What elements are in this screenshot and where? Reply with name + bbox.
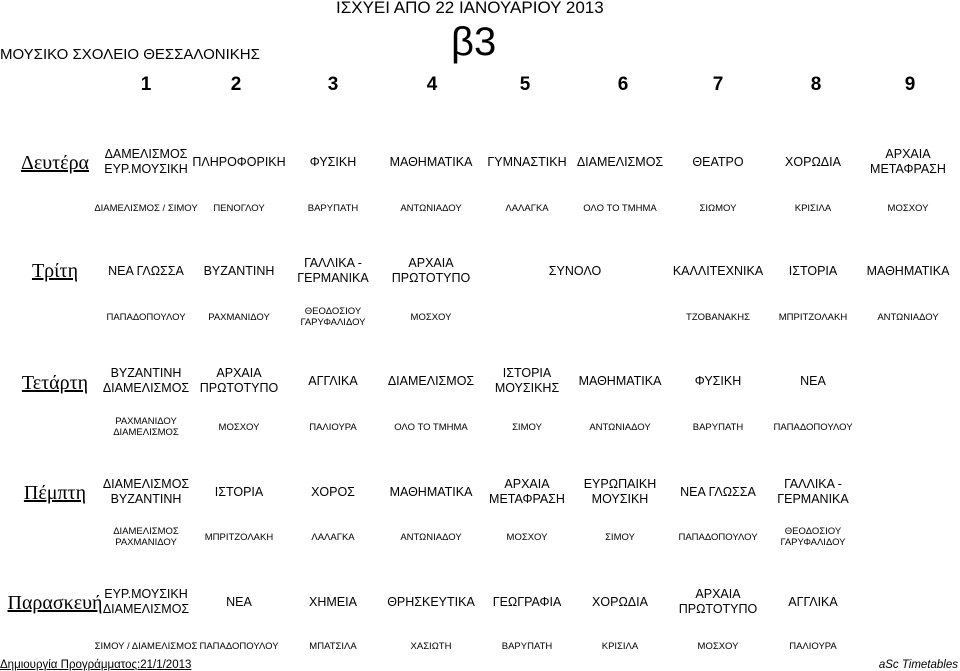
lesson-cell: ΧΟΡΩΔΙΑ xyxy=(785,154,841,169)
lesson-cell: ΣΥΝΟΛΟ xyxy=(548,263,602,278)
lesson-cell: ΧΟΡΟΣ xyxy=(311,484,355,499)
teacher-cell: ΣΙΜΟΥ xyxy=(512,421,542,433)
teacher-cell: ΔΙΑΜΕΛΙΣΜΟΣ / ΣΙΜΟΥ xyxy=(94,202,198,214)
period-header: 3 xyxy=(327,74,339,95)
teacher-cell: ΠΑΠΑΔΟΠΟΥΛΟΥ xyxy=(106,311,186,323)
lesson-cell: ΑΡΧΑΙΑ ΠΡΩΤΟΤΥΠΟ xyxy=(678,587,758,616)
teacher-cell xyxy=(852,415,960,439)
teacher-cell: ΒΑΡΥΠΑΤΗ xyxy=(692,421,744,433)
teacher-cell: ΜΠΡΙΤΖΟΛΑΚΗ xyxy=(778,311,848,323)
lesson-cell: ΔΙΑΜΕΛΙΣΜΟΣ ΒΥΖΑΝΤΙΝΗ xyxy=(102,477,190,506)
day-label: Τρίτη xyxy=(31,260,79,282)
teacher-cell: ΑΝΤΩΝΙΑΔΟΥ xyxy=(877,311,939,323)
teacher-cell: ΑΝΤΩΝΙΑΔΟΥ xyxy=(589,421,651,433)
lesson-cell: ΙΣΤΟΡΙΑ xyxy=(788,263,838,278)
teacher-cell: ΜΟΣΧΟΥ xyxy=(506,531,548,543)
lesson-cell: ΘΕΑΤΡΟ xyxy=(692,154,744,169)
day-label: Πέμπτη xyxy=(23,482,87,504)
teacher-cell: ΡΑΧΜΑΝΙΔΟΥ ΔΙΑΜΕΛΙΣΜΟΣ xyxy=(113,416,179,438)
teacher-cell: ΧΑΣΙΩΤΗ xyxy=(410,640,452,652)
lesson-cell: ΜΑΘΗΜΑΤΙΚΑ xyxy=(389,154,473,169)
lesson-cell: ΦΥΣΙΚΗ xyxy=(309,154,357,169)
lesson-cell: ΓΑΛΛΙΚΑ - ΓΕΡΜΑΝΙΚΑ xyxy=(297,256,369,285)
lesson-cell: ΦΥΣΙΚΗ xyxy=(694,373,742,388)
lesson-cell xyxy=(852,364,960,398)
day-label: Τετάρτη xyxy=(21,372,89,394)
lesson-cell xyxy=(852,585,960,619)
teacher-cell: ΣΙΩΜΟΥ xyxy=(699,202,737,214)
teacher-cell: ΑΝΤΩΝΙΑΔΟΥ xyxy=(400,202,462,214)
period-header: 7 xyxy=(712,74,724,95)
teacher-cell: ΜΟΣΧΟΥ xyxy=(887,202,929,214)
teacher-cell: ΣΙΜΟΥ xyxy=(605,531,635,543)
period-header: 2 xyxy=(230,74,242,95)
teacher-cell: ΟΛΟ ΤΟ ΤΜΗΜΑ xyxy=(394,421,468,433)
period-header: 1 xyxy=(140,74,152,95)
day-label: Δευτέρα xyxy=(20,152,90,174)
teacher-cell: ΑΝΤΩΝΙΑΔΟΥ xyxy=(400,531,462,543)
teacher-cell: ΜΟΣΧΟΥ xyxy=(410,311,452,323)
lesson-cell: ΜΑΘΗΜΑΤΙΚΑ xyxy=(389,484,473,499)
teacher-cell: ΠΕΝΟΓΛΟΥ xyxy=(213,202,265,214)
created-date: Δημιουργία Προγράμματος:21/1/2013 xyxy=(0,659,192,671)
teacher-cell: ΠΑΛΙΟΥΡΑ xyxy=(309,421,357,433)
lesson-cell: ΕΥΡ.ΜΟΥΣΙΚΗ ΔΙΑΜΕΛΙΣΜΟΣ xyxy=(102,587,190,616)
period-header: 4 xyxy=(426,74,438,95)
class-title: β3 xyxy=(451,20,497,64)
lesson-cell: ΠΛΗΡΟΦΟΡΙΚΗ xyxy=(192,154,286,169)
lesson-cell: ΜΑΘΗΜΑΤΙΚΑ xyxy=(866,263,950,278)
teacher-cell: ΜΟΣΧΟΥ xyxy=(218,421,260,433)
lesson-cell: ΘΡΗΣΚΕΥΤΙΚΑ xyxy=(387,594,475,609)
lesson-cell: ΔΑΜΕΛΙΣΜΟΣ ΕΥΡ.ΜΟΥΣΙΚΗ xyxy=(104,147,188,176)
lesson-cell: ΑΓΓΛΙΚΑ xyxy=(308,373,358,388)
lesson-cell: ΓΕΩΓΡΑΦΙΑ xyxy=(492,594,562,609)
teacher-cell xyxy=(852,634,960,658)
teacher-cell xyxy=(475,305,675,329)
period-header: 8 xyxy=(810,74,822,95)
software-credit: aSc Timetables xyxy=(878,659,958,671)
school-name: ΜΟΥΣΙΚΟ ΣΧΟΛΕΙΟ ΘΕΣΣΑΛΟΝΙΚΗΣ xyxy=(0,46,260,63)
period-header: 5 xyxy=(519,74,531,95)
lesson-cell: ΔΙΑΜΕΛΙΣΜΟΣ xyxy=(387,373,475,388)
lesson-cell: ΝΕΑ xyxy=(226,594,252,609)
lesson-cell: ΓΑΛΛΙΚΑ - ΓΕΡΜΑΝΙΚΑ xyxy=(777,477,849,506)
lesson-cell: ΙΣΤΟΡΙΑ ΜΟΥΣΙΚΗΣ xyxy=(494,366,560,395)
lesson-cell: ΔΙΑΜΕΛΙΣΜΟΣ xyxy=(576,154,664,169)
lesson-cell: ΒΥΖΑΝΤΙΝΗ xyxy=(203,263,275,278)
teacher-cell: ΜΠΡΙΤΖΟΛΑΚΗ xyxy=(204,531,274,543)
teacher-cell: ΟΛΟ ΤΟ ΤΜΗΜΑ xyxy=(583,202,657,214)
lesson-cell: ΓΥΜΝΑΣΤΙΚΗ xyxy=(487,154,567,169)
teacher-cell: ΛΑΛΑΓΚΑ xyxy=(505,202,549,214)
day-label: Παρασκευή xyxy=(7,592,103,614)
lesson-cell: ΚΑΛΛΙΤΕΧΝΙΚΑ xyxy=(672,263,764,278)
lesson-cell: ΧΟΡΩΔΙΑ xyxy=(592,594,648,609)
lesson-cell xyxy=(852,475,960,509)
teacher-cell: ΜΟΣΧΟΥ xyxy=(697,640,739,652)
teacher-cell: ΣΙΜΟΥ / ΔΙΑΜΕΛΙΣΜΟΣ xyxy=(94,640,198,652)
period-header: 6 xyxy=(617,74,629,95)
valid-from-text: ΙΣΧΥΕΙ ΑΠΟ 22 ΙΑΝΟΥΑΡΙΟΥ 2013 xyxy=(336,0,604,17)
teacher-cell: ΜΠΑΤΣΙΛΑ xyxy=(309,640,357,652)
lesson-cell: ΑΡΧΑΙΑ ΠΡΩΤΟΤΥΠΟ xyxy=(199,366,279,395)
lesson-cell: ΑΡΧΑΙΑ ΠΡΩΤΟΤΥΠΟ xyxy=(391,256,471,285)
teacher-cell: ΛΑΛΑΓΚΑ xyxy=(311,531,355,543)
teacher-cell: ΘΕΟΔΟΣΙΟΥ ΓΑΡΥΦΑΛΙΔΟΥ xyxy=(300,306,366,328)
teacher-cell: ΒΑΡΥΠΑΤΗ xyxy=(501,640,553,652)
teacher-cell: ΚΡΙΣΙΛΑ xyxy=(794,202,832,214)
teacher-cell: ΒΑΡΥΠΑΤΗ xyxy=(307,202,359,214)
lesson-cell: ΝΕΑ ΓΛΩΣΣΑ xyxy=(680,484,756,499)
period-header: 9 xyxy=(904,74,916,95)
lesson-cell: ΒΥΖΑΝΤΙΝΗ ΔΙΑΜΕΛΙΣΜΟΣ xyxy=(102,366,190,395)
lesson-cell: ΙΣΤΟΡΙΑ xyxy=(214,484,264,499)
lesson-cell: ΑΡΧΑΙΑ ΜΕΤΑΦΡΑΣΗ xyxy=(489,477,565,506)
lesson-cell: ΝΕΑ xyxy=(800,373,826,388)
teacher-cell: ΡΑΧΜΑΝΙΔΟΥ xyxy=(208,311,270,323)
teacher-cell: ΤΖΟΒΑΝΑΚΗΣ xyxy=(686,311,750,323)
teacher-cell: ΚΡΙΣΙΛΑ xyxy=(601,640,639,652)
teacher-cell: ΠΑΛΙΟΥΡΑ xyxy=(789,640,837,652)
lesson-cell: ΝΕΑ ΓΛΩΣΣΑ xyxy=(108,263,184,278)
lesson-cell: ΧΗΜΕΙΑ xyxy=(309,594,357,609)
teacher-cell xyxy=(852,525,960,549)
teacher-cell: ΠΑΠΑΔΟΠΟΥΛΟΥ xyxy=(678,531,758,543)
lesson-cell: ΜΑΘΗΜΑΤΙΚΑ xyxy=(578,373,662,388)
lesson-cell: ΕΥΡΩΠΑΙΚΗ ΜΟΥΣΙΚΗ xyxy=(583,477,657,506)
teacher-cell: ΘΕΟΔΟΣΙΟΥ ΓΑΡΥΦΑΛΙΔΟΥ xyxy=(780,526,846,548)
lesson-cell: ΑΓΓΛΙΚΑ xyxy=(788,594,838,609)
teacher-cell: ΠΑΠΑΔΟΠΟΥΛΟΥ xyxy=(199,640,279,652)
teacher-cell: ΔΙΑΜΕΛΙΣΜΟΣ ΡΑΧΜΑΝΙΔΟΥ xyxy=(113,526,179,548)
teacher-cell: ΠΑΠΑΔΟΠΟΥΛΟΥ xyxy=(773,421,853,433)
lesson-cell: ΑΡΧΑΙΑ ΜΕΤΑΦΡΑΣΗ xyxy=(870,147,946,176)
